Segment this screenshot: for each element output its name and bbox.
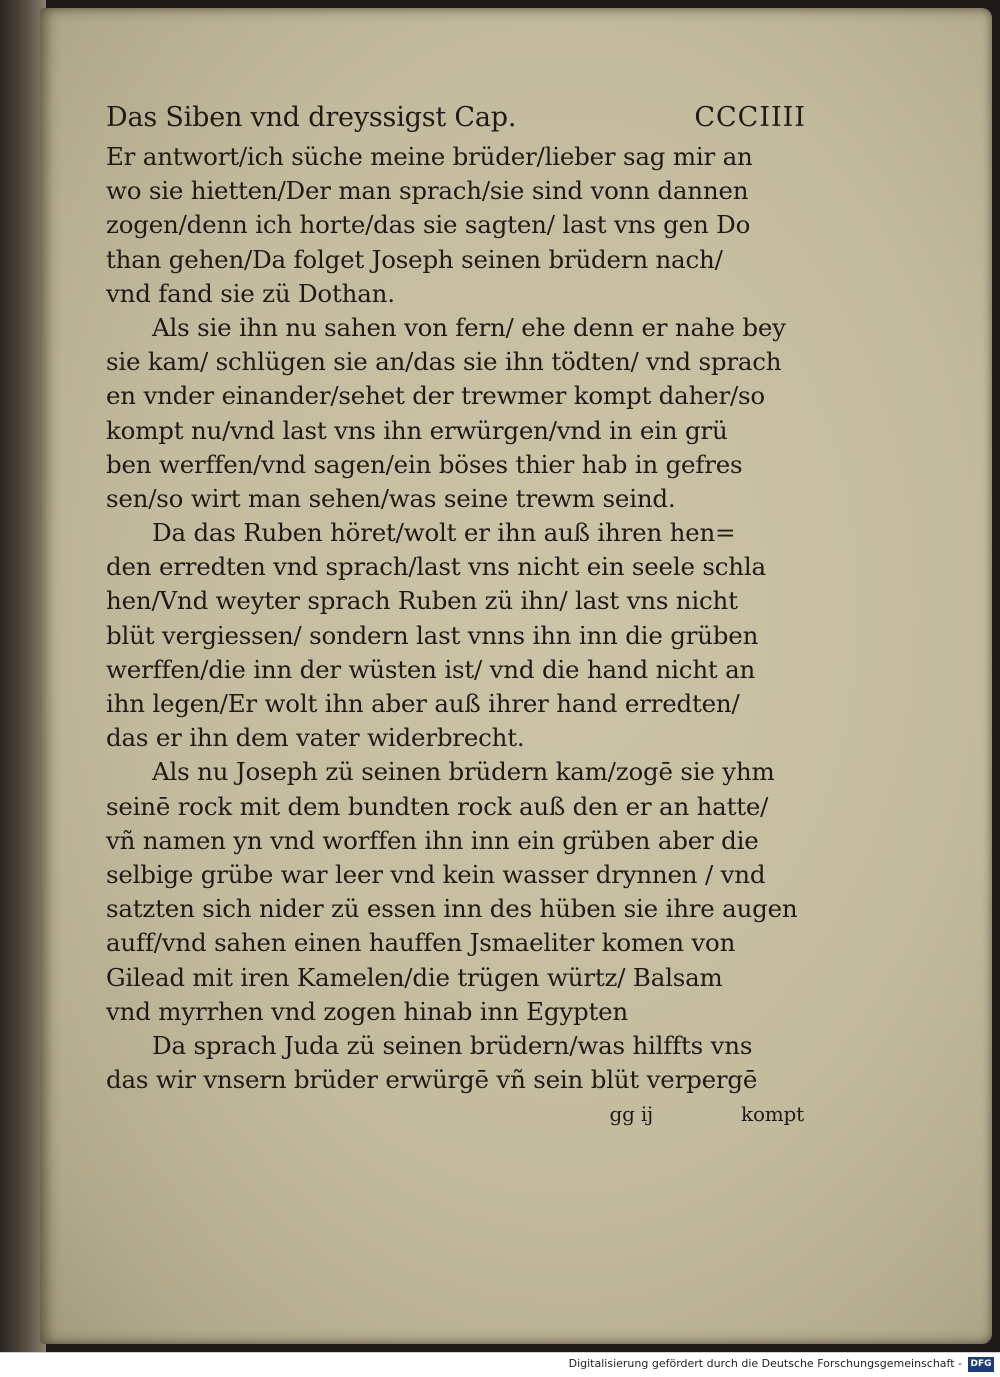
text-line: Gilead mit iren Kamelen/die trügen würtz/ Balsam — [106, 962, 723, 992]
signature-mark: gg ij — [609, 1102, 654, 1127]
text-line: Als sie ihn nu sahen von fern/ ehe denn er nahe bey — [152, 312, 786, 342]
text-line: Er antwort/ich süche meine brüder/lieber sag mir an — [106, 142, 753, 171]
text-line: Da das Ruben höret/wolt er ihn auß ihren hen= — [152, 518, 736, 548]
text-line: en vnder einander/sehet der trewmer kompt daher/so — [106, 381, 765, 411]
running-header — [106, 102, 806, 140]
text-line: seinē rock mit dem bundten rock auß den er an hatte/ — [106, 791, 769, 821]
page-foot — [106, 1097, 806, 1131]
running-head: Das Siben vnd dreyssigst Cap. — [106, 102, 517, 133]
text-line: das wir vnsern brüder erwürgē vñ sein blüt verpergē — [106, 1065, 758, 1095]
text-line: selbige grübe war leer vnd kein wasser drynnen / vnd — [106, 859, 766, 889]
catchword: kompt — [741, 1102, 804, 1127]
text-line: das er ihn dem vater widerbrecht. — [106, 723, 525, 753]
text-line: auff/vnd sahen einen hauffen Jsmaeliter komen von — [106, 928, 736, 958]
text-line: ihn legen/Er wolt ihn aber auß ihrer hand erredten/ — [106, 689, 740, 718]
text-line: Da sprach Juda zü seinen brüdern/was hilffts vns — [152, 1030, 753, 1060]
dfg-logo-icon: DFG — [968, 1357, 994, 1372]
text-line: vnd fand sie zü Dothan. — [106, 278, 395, 308]
text-line: vñ namen yn vnd worffen ihn inn ein grüben aber die — [106, 825, 759, 855]
footer-credit: Digitalisierung gefördert durch die Deutsche Forschungsgemeinschaft - — [568, 1357, 962, 1370]
digitization-footer — [0, 1352, 1000, 1377]
text-line: hen/Vnd weyter sprach Ruben zü ihn/ last vns nicht — [106, 586, 738, 616]
text-line: sen/so wirt man sehen/was seine trewm seind. — [106, 483, 676, 513]
text-line: blüt vergiessen/ sondern last vnns ihn inn die grüben — [106, 620, 759, 650]
text-line: sie kam/ schlügen sie an/das sie ihn tödten/ vnd sprach — [106, 347, 782, 377]
text-line: ben werffen/vnd sagen/ein böses thier hab in gefres — [106, 449, 743, 479]
text-line: Als nu Joseph zü seinen brüdern kam/zogē sie yhm — [152, 757, 775, 787]
text-line: vnd myrrhen vnd zogen hinab inn Egypten — [106, 996, 629, 1026]
text-line: wo sie hietten/Der man sprach/sie sind vonn dannen — [106, 176, 749, 206]
text-line: werffen/die inn der wüsten ist/ vnd die hand nicht an — [106, 654, 756, 684]
text-line: den erredten vnd sprach/last vns nicht ein seele schla — [106, 552, 766, 582]
text-line: satzten sich nider zü essen inn des hüben sie ihre augen — [106, 894, 798, 924]
text-line: than gehen/Da folget Joseph seinen brüdern nach/ — [106, 244, 723, 274]
text-line: kompt nu/vnd last vns ihn erwürgen/vnd in ein grü — [106, 415, 728, 445]
book-page — [40, 8, 992, 1344]
text-line: zogen/denn ich horte/das sie sagten/ last vns gen Do — [106, 210, 751, 240]
folio-number: CCCIIII — [694, 102, 806, 133]
text-block — [106, 102, 806, 1131]
